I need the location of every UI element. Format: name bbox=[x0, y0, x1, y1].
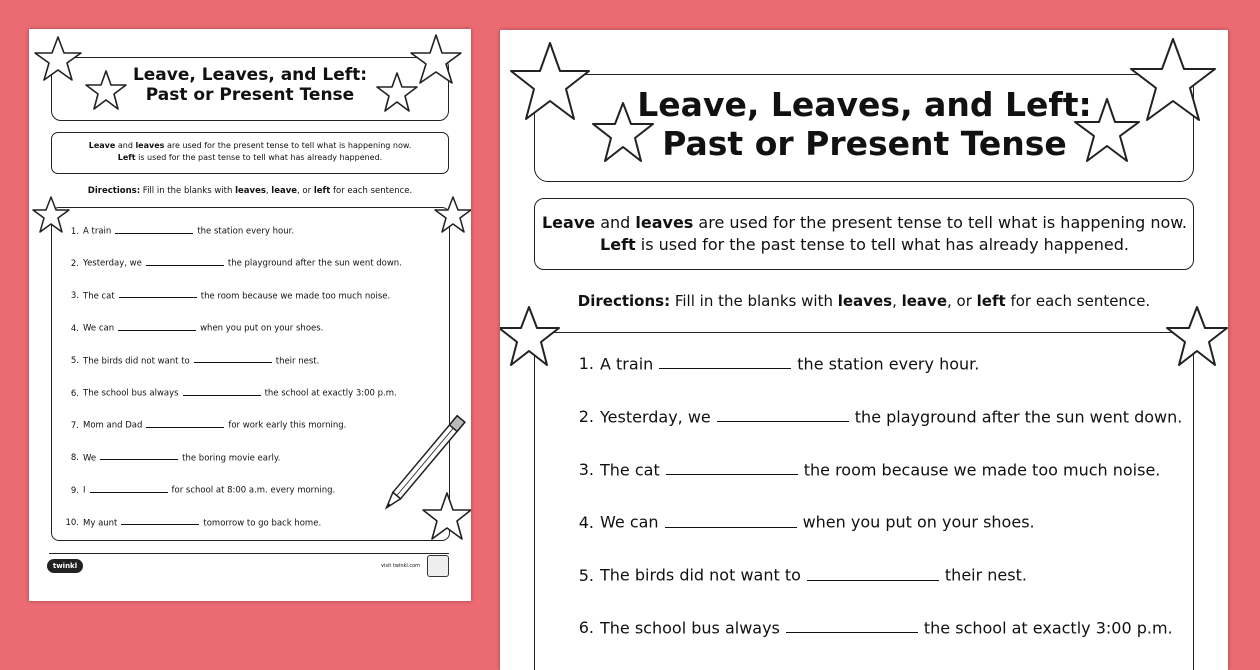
intro-text: Leave and leaves are used for the present tense to tell what is happening now. Left is used for the past tense to tell what has already happened. bbox=[541, 213, 1187, 254]
star-icon bbox=[375, 71, 419, 115]
question-item bbox=[65, 322, 323, 334]
question-text-after: their nest. bbox=[275, 356, 320, 367]
star-icon bbox=[421, 491, 471, 543]
worksheet-zoomed bbox=[500, 30, 1228, 670]
question-text-after: tomorrow to go back home. bbox=[203, 518, 322, 529]
question-number: 4. bbox=[70, 323, 79, 334]
question-text-after: the room because we made too much noise. bbox=[200, 291, 391, 302]
question-text-before: The school bus always bbox=[600, 618, 780, 638]
question-text-before: I bbox=[83, 485, 86, 496]
question-number: 2. bbox=[578, 407, 594, 427]
question-item bbox=[570, 354, 979, 373]
twinkl-logo: twinkl bbox=[47, 559, 83, 573]
question-number: 5. bbox=[70, 356, 79, 367]
question-text-before: Yesterday, we bbox=[600, 407, 711, 427]
question-text-before: We can bbox=[83, 323, 115, 334]
star-icon bbox=[33, 35, 83, 85]
question-text-before: Yesterday, we bbox=[83, 259, 142, 270]
question-text-after: the station every hour. bbox=[197, 226, 295, 237]
question-text-after: their nest. bbox=[944, 565, 1027, 585]
answer-blank[interactable] bbox=[146, 257, 224, 266]
answer-blank[interactable] bbox=[786, 618, 918, 633]
answer-blank[interactable] bbox=[717, 407, 849, 422]
question-item bbox=[570, 460, 1160, 479]
question-text-before: We can bbox=[600, 512, 659, 532]
question-number: 7. bbox=[70, 421, 79, 432]
question-number: 4. bbox=[578, 512, 594, 532]
question-number: 8. bbox=[70, 453, 79, 464]
answer-blank[interactable] bbox=[659, 354, 791, 369]
answer-blank[interactable] bbox=[665, 512, 797, 527]
question-number: 9. bbox=[70, 485, 79, 496]
footer-badge-icon bbox=[427, 555, 449, 577]
answer-blank[interactable] bbox=[194, 355, 272, 364]
question-text-before: A train bbox=[83, 226, 112, 237]
question-item bbox=[65, 290, 390, 302]
star-icon bbox=[1164, 304, 1228, 370]
question-number: 6. bbox=[578, 618, 594, 638]
question-number: 1. bbox=[578, 354, 594, 374]
question-text-before: My aunt bbox=[83, 518, 118, 529]
answer-blank[interactable] bbox=[807, 565, 939, 580]
answer-blank[interactable] bbox=[666, 460, 798, 475]
answer-blank[interactable] bbox=[115, 225, 193, 234]
question-item bbox=[65, 225, 294, 237]
question-item bbox=[65, 257, 402, 269]
question-number: 6. bbox=[70, 388, 79, 399]
directions: Directions: Fill in the blanks with leaves, leave, or left for each sentence. bbox=[577, 292, 1151, 310]
question-item bbox=[65, 484, 335, 496]
answer-blank[interactable] bbox=[118, 322, 196, 331]
answer-blank[interactable] bbox=[90, 484, 168, 493]
question-text-after: for work early this morning. bbox=[228, 421, 347, 432]
question-text-after: the playground after the sun went down. bbox=[227, 259, 402, 270]
star-icon bbox=[433, 195, 471, 235]
worksheet-thumbnail bbox=[29, 29, 471, 601]
question-number: 2. bbox=[70, 259, 79, 270]
question-item bbox=[65, 517, 321, 529]
star-icon bbox=[500, 304, 562, 370]
question-item bbox=[65, 452, 280, 464]
question-text-after: the school at exactly 3:00 p.m. bbox=[264, 388, 397, 399]
star-icon bbox=[31, 195, 71, 235]
question-number: 1. bbox=[70, 226, 79, 237]
answer-blank[interactable] bbox=[183, 387, 261, 396]
question-text-after: when you put on your shoes. bbox=[200, 323, 324, 334]
question-text-after: when you put on your shoes. bbox=[802, 512, 1035, 532]
question-item bbox=[570, 512, 1035, 531]
answer-blank[interactable] bbox=[119, 290, 197, 299]
question-text-before: We bbox=[83, 453, 97, 464]
answer-blank[interactable] bbox=[121, 517, 199, 526]
question-number: 3. bbox=[578, 459, 594, 479]
footer-line bbox=[49, 553, 449, 554]
answer-blank[interactable] bbox=[146, 419, 224, 428]
question-text-after: the boring movie early. bbox=[182, 453, 281, 464]
star-icon bbox=[84, 69, 128, 113]
question-text-before: The school bus always bbox=[83, 388, 179, 399]
question-text-before: The cat bbox=[83, 291, 115, 302]
page-title: Leave, Leaves, and Left: Past or Present Tense bbox=[132, 65, 368, 106]
question-number: 3. bbox=[70, 291, 79, 302]
question-text-after: the room because we made too much noise. bbox=[803, 459, 1161, 479]
page-title: Leave, Leaves, and Left: Past or Present Tense bbox=[637, 85, 1092, 163]
star-icon bbox=[590, 100, 656, 166]
question-text-after: the playground after the sun went down. bbox=[854, 407, 1183, 427]
question-text-after: for school at 8:00 a.m. every morning. bbox=[171, 485, 336, 496]
question-item bbox=[65, 355, 319, 367]
intro-text: Leave and leaves are used for the present tense to tell what is happening now. Left is used for the past tense to tell what has already happened. bbox=[88, 141, 412, 162]
question-number: 5. bbox=[578, 565, 594, 585]
question-item bbox=[570, 565, 1027, 584]
directions: Directions: Fill in the blanks with leaves, leave, or left for each sentence. bbox=[87, 186, 413, 196]
star-icon bbox=[508, 40, 592, 124]
question-text-after: the station every hour. bbox=[797, 354, 980, 374]
question-item bbox=[65, 387, 397, 399]
footer-url: visit twinkl.com bbox=[381, 563, 421, 569]
question-item bbox=[65, 419, 346, 431]
question-text-before: The cat bbox=[600, 459, 660, 479]
question-text-before: Mom and Dad bbox=[83, 421, 143, 432]
question-text-after: the school at exactly 3:00 p.m. bbox=[923, 618, 1173, 638]
answer-blank[interactable] bbox=[100, 452, 178, 461]
question-text-before: The birds did not want to bbox=[600, 565, 801, 585]
star-icon bbox=[1072, 96, 1142, 166]
question-text-before: A train bbox=[600, 354, 654, 374]
question-text-before: The birds did not want to bbox=[83, 356, 190, 367]
question-item bbox=[570, 407, 1182, 426]
question-number: 10. bbox=[65, 518, 79, 529]
question-item bbox=[570, 618, 1173, 637]
